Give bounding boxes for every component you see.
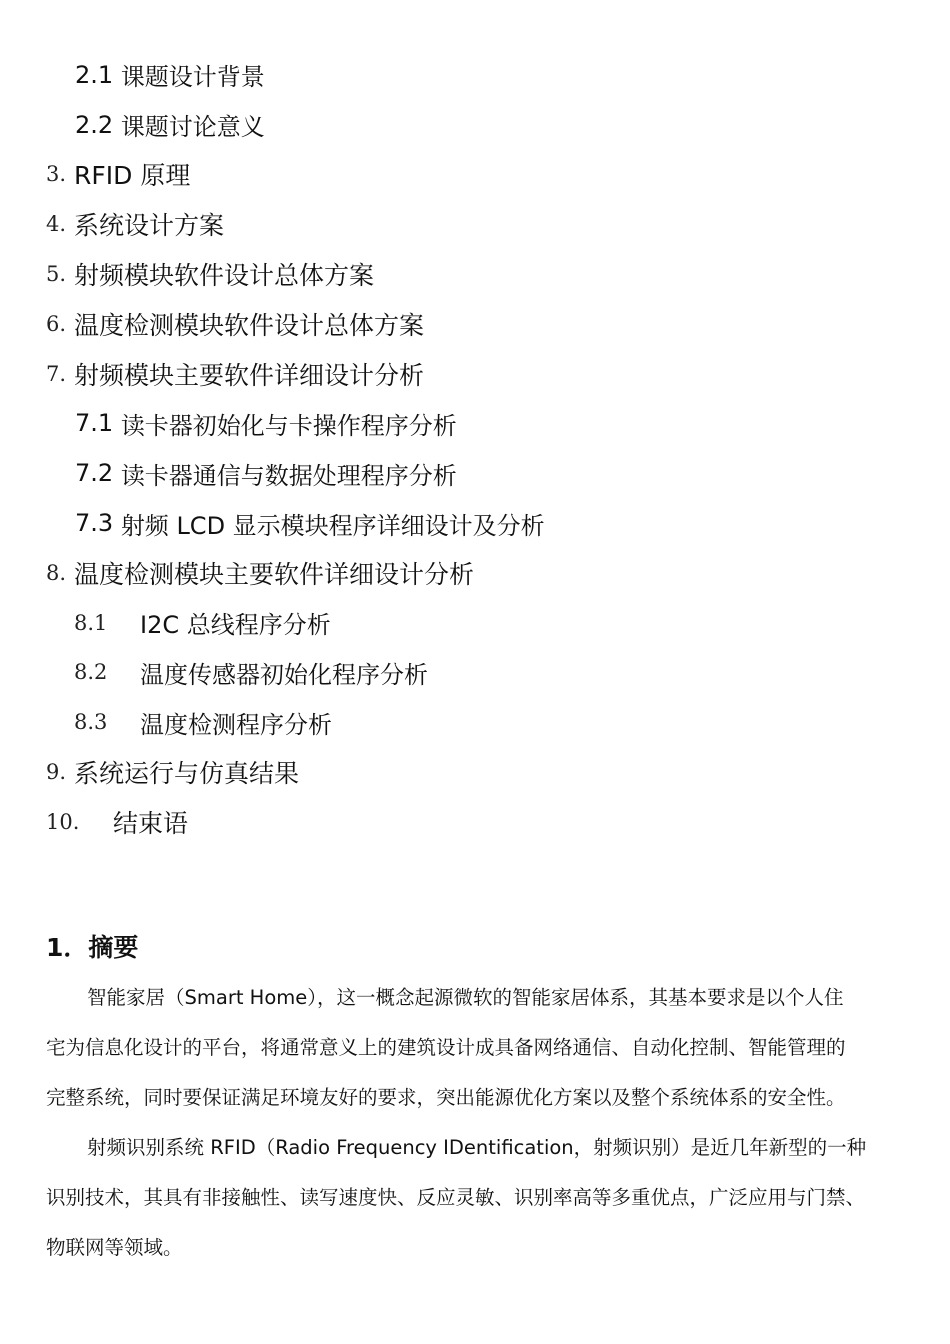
toc-number: 7.2 — [75, 459, 114, 488]
paragraph-line: 完整系统，同时要保证满足环境友好的要求，突出能源优化方案以及整个系统体系的安全性。 — [46, 1086, 846, 1109]
abstract-paragraph — [46, 1123, 916, 1273]
toc-title: 课题设计背景 — [120, 63, 265, 92]
toc-item[interactable] — [0, 299, 950, 349]
toc-item[interactable] — [0, 349, 950, 399]
toc-title: 系统运行与仿真结果 — [74, 759, 300, 789]
toc-number: 3. — [46, 162, 67, 187]
toc-item[interactable] — [0, 598, 950, 648]
toc-title: 温度检测模块主要软件详细设计分析 — [74, 559, 475, 589]
toc-title: 结束语 — [113, 808, 189, 838]
table-of-contents — [0, 50, 950, 847]
toc-item[interactable] — [0, 498, 950, 548]
toc-title: 读卡器通信与数据处理程序分析 — [120, 461, 457, 490]
abstract-section — [46, 928, 916, 1273]
toc-title: 射频模块软件设计总体方案 — [74, 261, 375, 291]
paragraph-line: 智能家居（Smart Home），这一概念起源微软的智能家居体系，其基本要求是以个人住 — [87, 986, 844, 1009]
toc-title: 温度检测模块软件设计总体方案 — [74, 310, 425, 340]
toc-item[interactable] — [0, 150, 950, 200]
paragraph-line: 物联网等领域。 — [46, 1236, 183, 1259]
toc-item[interactable] — [0, 548, 950, 598]
toc-title: 读卡器初始化与卡操作程序分析 — [120, 411, 457, 440]
paragraph-line: 宅为信息化设计的平台，将通常意义上的建筑设计成具备网络通信、自动化控制、智能管理的 — [46, 1036, 846, 1059]
paragraph-line: 识别技术，其具有非接触性、读写速度快、反应灵敏、识别率高等多重优点，广泛应用与门禁、 — [46, 1186, 866, 1209]
toc-item[interactable] — [0, 199, 950, 249]
toc-number: 6. — [46, 311, 67, 336]
toc-number: 10. — [46, 809, 80, 834]
toc-item[interactable] — [0, 249, 950, 299]
toc-title: 课题讨论意义 — [120, 113, 265, 142]
toc-title: 系统设计方案 — [74, 211, 225, 241]
toc-title: RFID 原理 — [74, 161, 191, 191]
toc-title: 射频 LCD 显示模块程序详细设计及分析 — [120, 511, 545, 540]
toc-item[interactable] — [0, 648, 950, 698]
abstract-paragraph — [46, 973, 916, 1123]
toc-number: 7.3 — [75, 509, 114, 538]
toc-item[interactable] — [0, 100, 950, 150]
toc-title: I2C 总线程序分析 — [140, 611, 331, 640]
toc-number: 7.1 — [75, 409, 114, 438]
toc-item[interactable] — [0, 697, 950, 747]
toc-title: 射频模块主要软件详细设计分析 — [74, 360, 425, 390]
toc-item[interactable] — [0, 399, 950, 449]
toc-item[interactable] — [0, 747, 950, 797]
paragraph-line: 射频识别系统 RFID（Radio Frequency IDentification，射频识别）是近几年新型的一种 — [87, 1136, 867, 1159]
toc-number: 5. — [46, 262, 67, 287]
toc-number: 2.1 — [75, 60, 114, 89]
toc-number: 8.1 — [74, 610, 108, 635]
toc-item[interactable] — [0, 797, 950, 847]
toc-number: 7. — [46, 361, 67, 386]
toc-number: 9. — [46, 760, 67, 785]
toc-item[interactable] — [0, 50, 950, 100]
toc-number: 8.3 — [74, 710, 108, 735]
toc-title: 温度检测程序分析 — [140, 710, 332, 739]
toc-item[interactable] — [0, 448, 950, 498]
section-heading: 1．摘要 — [46, 933, 139, 962]
toc-title: 温度传感器初始化程序分析 — [140, 660, 428, 689]
toc-number: 4. — [46, 212, 67, 237]
toc-number: 8.2 — [74, 660, 108, 685]
toc-number: 2.2 — [75, 110, 114, 139]
toc-number: 8. — [46, 560, 67, 585]
